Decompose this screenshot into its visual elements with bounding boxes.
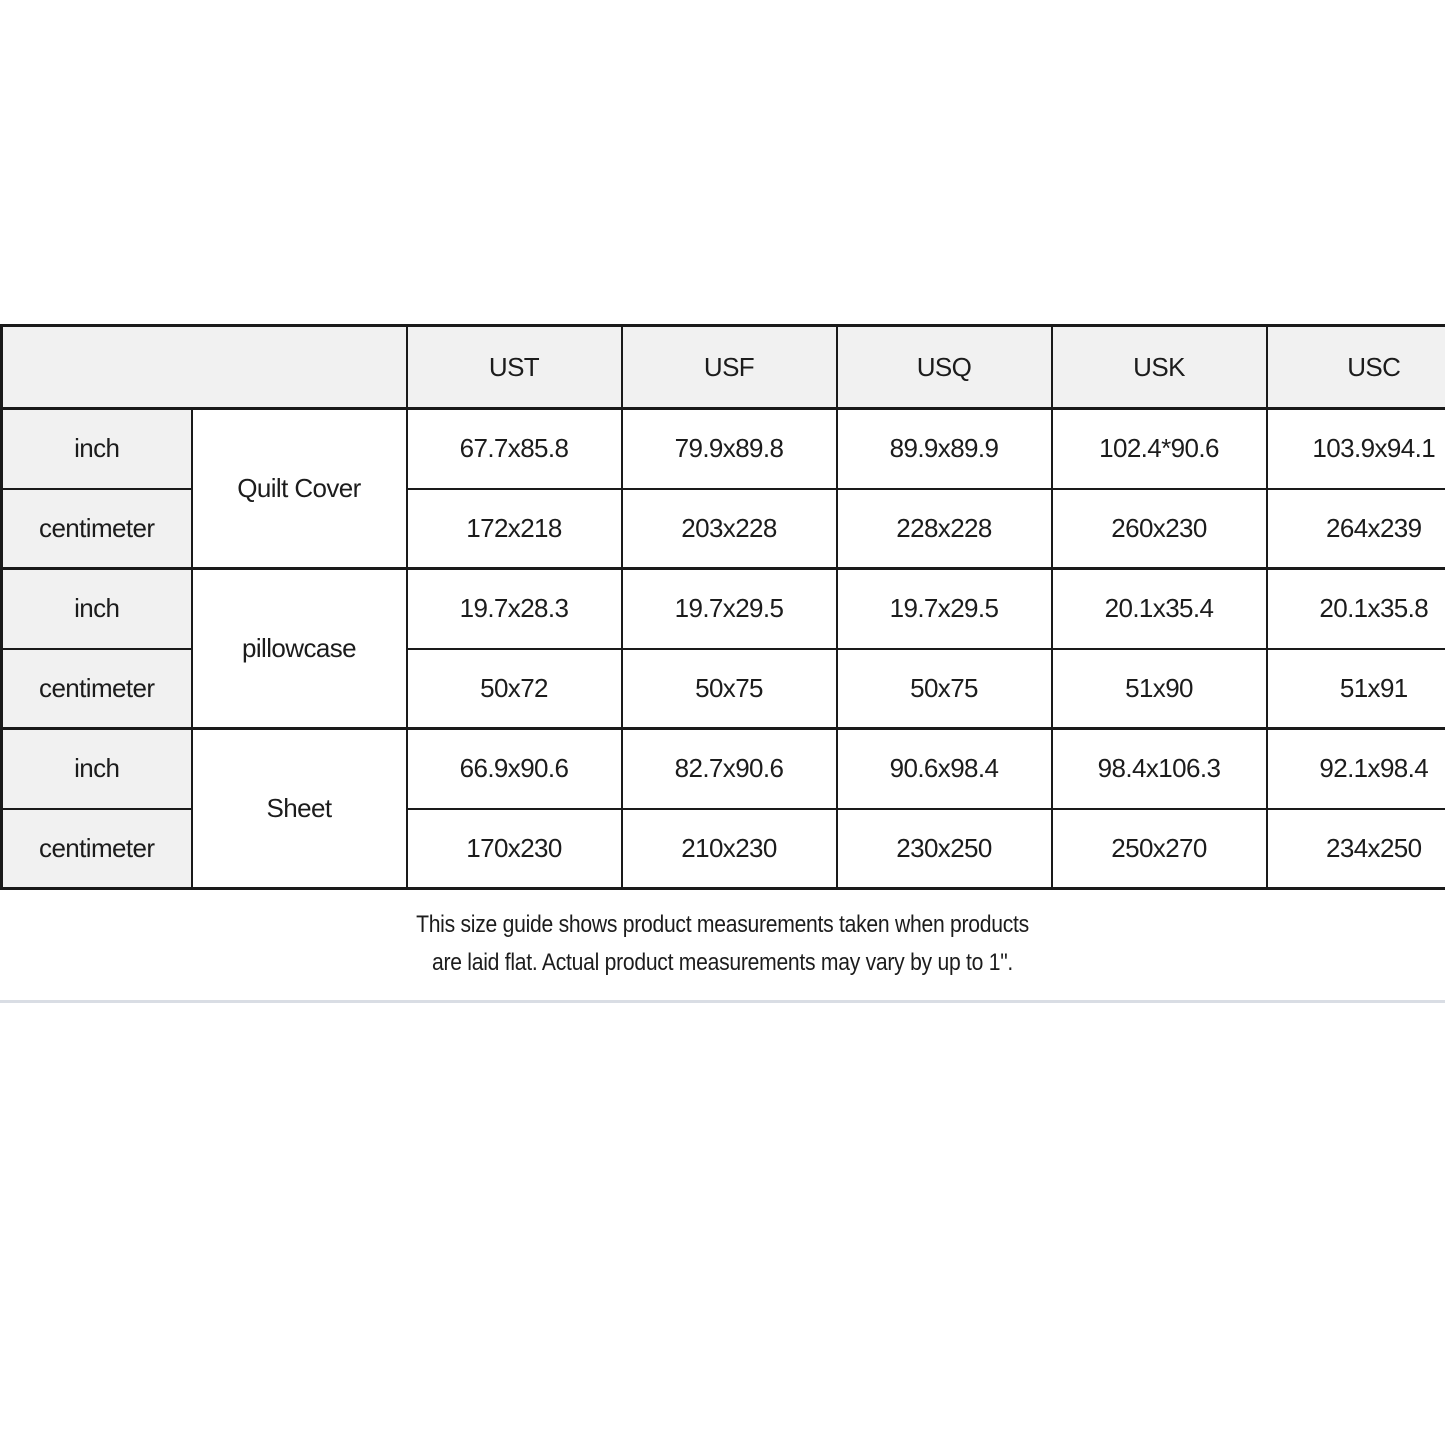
unit-label-inch: inch: [2, 729, 192, 809]
size-value-cell: 90.6x98.4: [837, 729, 1052, 809]
col-header-usc: USC: [1267, 326, 1445, 409]
col-header-usf: USF: [622, 326, 837, 409]
size-value-cell: 250x270: [1052, 809, 1267, 889]
size-value-cell: 103.9x94.1: [1267, 409, 1445, 489]
size-value-cell: 66.9x90.6: [407, 729, 622, 809]
product-label-pillowcase: pillowcase: [192, 569, 407, 729]
size-value-cell: 172x218: [407, 489, 622, 569]
corner-cell: [2, 326, 407, 409]
product-label-sheet: Sheet: [192, 729, 407, 889]
unit-label-inch: inch: [2, 569, 192, 649]
footer-note-line1: This size guide shows product measurements taken when products: [416, 911, 1029, 938]
size-value-cell: 260x230: [1052, 489, 1267, 569]
size-value-cell: 170x230: [407, 809, 622, 889]
bottom-divider-line: [0, 1000, 1445, 1003]
size-value-cell: 230x250: [837, 809, 1052, 889]
product-label-quilt-cover: Quilt Cover: [192, 409, 407, 569]
size-value-cell: 98.4x106.3: [1052, 729, 1267, 809]
size-value-cell: 20.1x35.8: [1267, 569, 1445, 649]
size-value-cell: 50x75: [622, 649, 837, 729]
size-value-cell: 228x228: [837, 489, 1052, 569]
size-value-cell: 203x228: [622, 489, 837, 569]
unit-label-centimeter: centimeter: [2, 809, 192, 889]
size-value-cell: 82.7x90.6: [622, 729, 837, 809]
size-value-cell: 92.1x98.4: [1267, 729, 1445, 809]
unit-label-centimeter: centimeter: [2, 649, 192, 729]
size-value-cell: 51x91: [1267, 649, 1445, 729]
footer-note: [87, 906, 1359, 982]
size-value-cell: 19.7x29.5: [837, 569, 1052, 649]
sheet-inch-row: [2, 729, 1445, 809]
size-value-cell: 51x90: [1052, 649, 1267, 729]
size-value-cell: 234x250: [1267, 809, 1445, 889]
size-value-cell: 102.4*90.6: [1052, 409, 1267, 489]
size-value-cell: 264x239: [1267, 489, 1445, 569]
unit-label-inch: inch: [2, 409, 192, 489]
size-value-cell: 50x75: [837, 649, 1052, 729]
footer-note-line2: are laid flat. Actual product measurements may vary by up to 1".: [431, 949, 1014, 976]
unit-label-centimeter: centimeter: [2, 489, 192, 569]
size-value-cell: 89.9x89.9: [837, 409, 1052, 489]
size-value-cell: 50x72: [407, 649, 622, 729]
size-value-cell: 19.7x29.5: [622, 569, 837, 649]
pillowcase-inch-row: [2, 569, 1445, 649]
size-guide-table: [0, 324, 1445, 890]
size-value-cell: 20.1x35.4: [1052, 569, 1267, 649]
header-row: [2, 326, 1445, 409]
size-value-cell: 210x230: [622, 809, 837, 889]
col-header-ust: UST: [407, 326, 622, 409]
col-header-usk: USK: [1052, 326, 1267, 409]
size-value-cell: 79.9x89.8: [622, 409, 837, 489]
quilt-cover-inch-row: [2, 409, 1445, 489]
size-value-cell: 67.7x85.8: [407, 409, 622, 489]
size-value-cell: 19.7x28.3: [407, 569, 622, 649]
col-header-usq: USQ: [837, 326, 1052, 409]
